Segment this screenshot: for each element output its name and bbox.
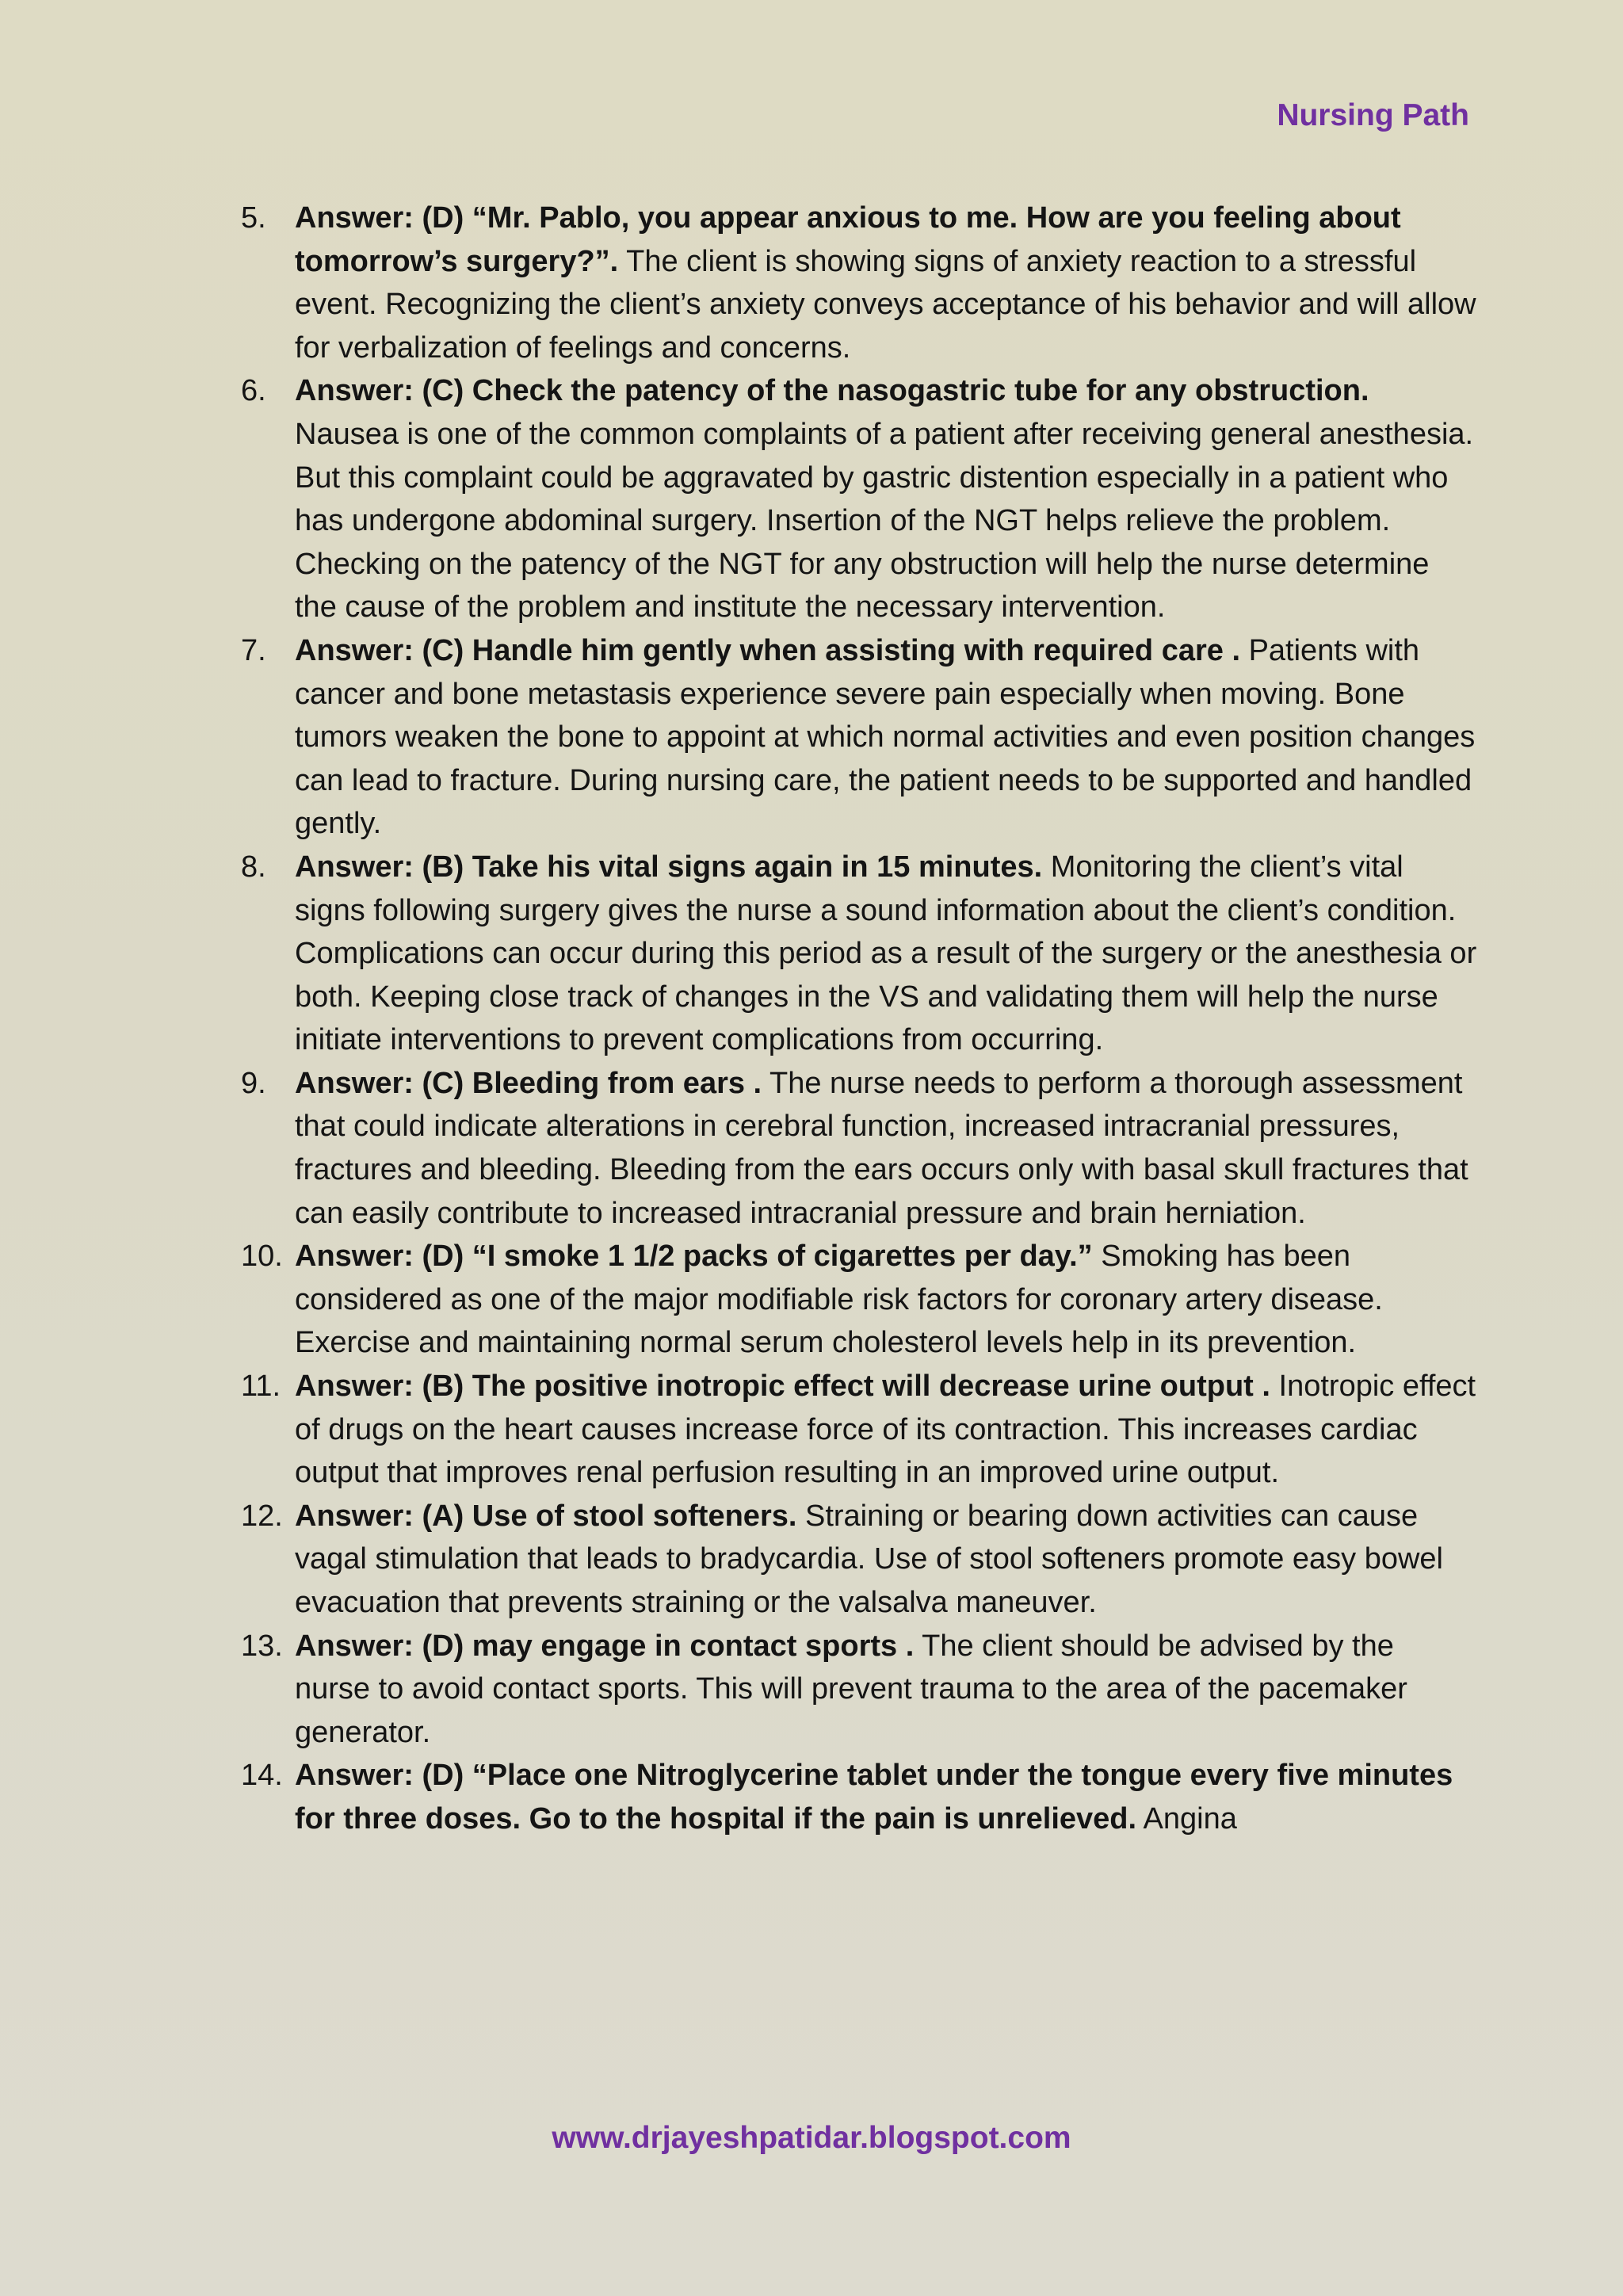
answer-number: 9. bbox=[241, 1066, 266, 1100]
answer-number: 11. bbox=[241, 1370, 281, 1404]
answer-lead: Answer: (D) “I smoke 1 1/2 packs of cigarettes per day.” bbox=[295, 1240, 1093, 1274]
answer-explanation: The nurse needs to perform a thorough assessment that could indicate alterations in cerebral function, increased intracranial pressures, fractures and bleeding. Bleeding from the ears occurs only with basal skull fractures that can easily contribute to increased intracranial pressure and brain herniation. bbox=[295, 1066, 1468, 1230]
answer-lead: Answer: (D) “Mr. Pablo, you appear anxious to me. How are you feeling about tomorrow’s surgery?”. bbox=[295, 201, 1401, 278]
answer-item-10 bbox=[241, 1235, 1477, 1365]
answer-list bbox=[241, 197, 1477, 1841]
answer-item-7 bbox=[241, 629, 1477, 846]
answer-item-9 bbox=[241, 1062, 1477, 1235]
answer-number: 8. bbox=[241, 850, 266, 884]
answer-item-6 bbox=[241, 369, 1477, 629]
answer-lead: Answer: (D) may engage in contact sports . bbox=[295, 1629, 915, 1663]
footer-website-link[interactable]: www.drjayeshpatidar.blogspot.com bbox=[552, 2121, 1071, 2155]
answer-number: 13. bbox=[241, 1629, 283, 1663]
answer-item-14 bbox=[241, 1754, 1477, 1840]
answer-explanation: Smoking has been considered as one of the major modifiable risk factors for coronary artery disease. Exercise and maintaining normal serum cholesterol levels help in its prevention. bbox=[295, 1240, 1383, 1360]
answer-explanation: The client should be advised by the nurse to avoid contact sports. This will prevent trauma to the area of the pacemaker generator. bbox=[295, 1629, 1407, 1749]
answer-number: 6. bbox=[241, 374, 266, 408]
answer-item-12 bbox=[241, 1495, 1477, 1625]
answer-lead: Answer: (C) Bleeding from ears . bbox=[295, 1066, 762, 1100]
answer-number: 10. bbox=[241, 1240, 283, 1274]
answer-explanation: Patients with cancer and bone metastasis experience severe pain especially when moving. Bone tumors weaken the bone to appoint at which normal activities and even position changes can lead to fracture. During nursing care, the patient needs to be supported and handled gently. bbox=[295, 633, 1476, 841]
answer-lead: Answer: (B) The positive inotropic effect will decrease urine output . bbox=[295, 1370, 1270, 1404]
answer-lead: Answer: (A) Use of stool softeners. bbox=[295, 1499, 797, 1533]
answer-number: 5. bbox=[241, 201, 266, 235]
answer-lead: Answer: (D) “Place one Nitroglycerine tablet under the tongue every five minutes for three doses. Go to the hospital if the pain is unrelieved. bbox=[295, 1759, 1453, 1836]
answer-lead: Answer: (B) Take his vital signs again in 15 minutes. bbox=[295, 850, 1043, 884]
answer-item-13 bbox=[241, 1625, 1477, 1755]
answer-lead: Answer: (C) Handle him gently when assisting with required care . bbox=[295, 633, 1241, 667]
answer-number: 12. bbox=[241, 1499, 283, 1533]
answer-item-11 bbox=[241, 1365, 1477, 1495]
page-header-title: Nursing Path bbox=[1277, 98, 1469, 132]
answer-explanation: The client is showing signs of anxiety reaction to a stressful event. Recognizing the client’s anxiety conveys acceptance of his behavior and will allow for verbalization of feelings and concerns. bbox=[295, 244, 1476, 365]
answer-explanation: Nausea is one of the common complaints of a patient after receiving general anesthesia. But this complaint could be aggravated by gastric distention especially in a patient who has undergone abdominal surgery. Insertion of the NGT helps relieve the problem. Checking on the patency of the NGT for any obstruction will help the nurse determine the cause of the problem and institute the necessary intervention. bbox=[295, 417, 1474, 625]
answer-explanation: Angina bbox=[1143, 1801, 1237, 1836]
answer-lead: Answer: (C) Check the patency of the nasogastric tube for any obstruction. bbox=[295, 374, 1369, 408]
answer-explanation: Inotropic effect of drugs on the heart causes increase force of its contraction. This increases cardiac output that improves renal perfusion resulting in an improved urine output. bbox=[295, 1370, 1476, 1490]
answer-number: 14. bbox=[241, 1759, 283, 1793]
answer-explanation: Straining or bearing down activities can cause vagal stimulation that leads to bradycardia. Use of stool softeners promote easy bowel evacuation that prevents straining or the valsalva maneuver. bbox=[295, 1499, 1443, 1619]
answer-explanation: Monitoring the client’s vital signs following surgery gives the nurse a sound information about the client’s condition. Complications can occur during this period as a result of the surgery or the anesthesia or both. Keeping close track of changes in the VS and validating them will help the nurse initiate interventions to prevent complications from occurring. bbox=[295, 850, 1477, 1057]
answer-item-5 bbox=[241, 197, 1477, 369]
answer-item-8 bbox=[241, 846, 1477, 1062]
answer-number: 7. bbox=[241, 633, 266, 667]
